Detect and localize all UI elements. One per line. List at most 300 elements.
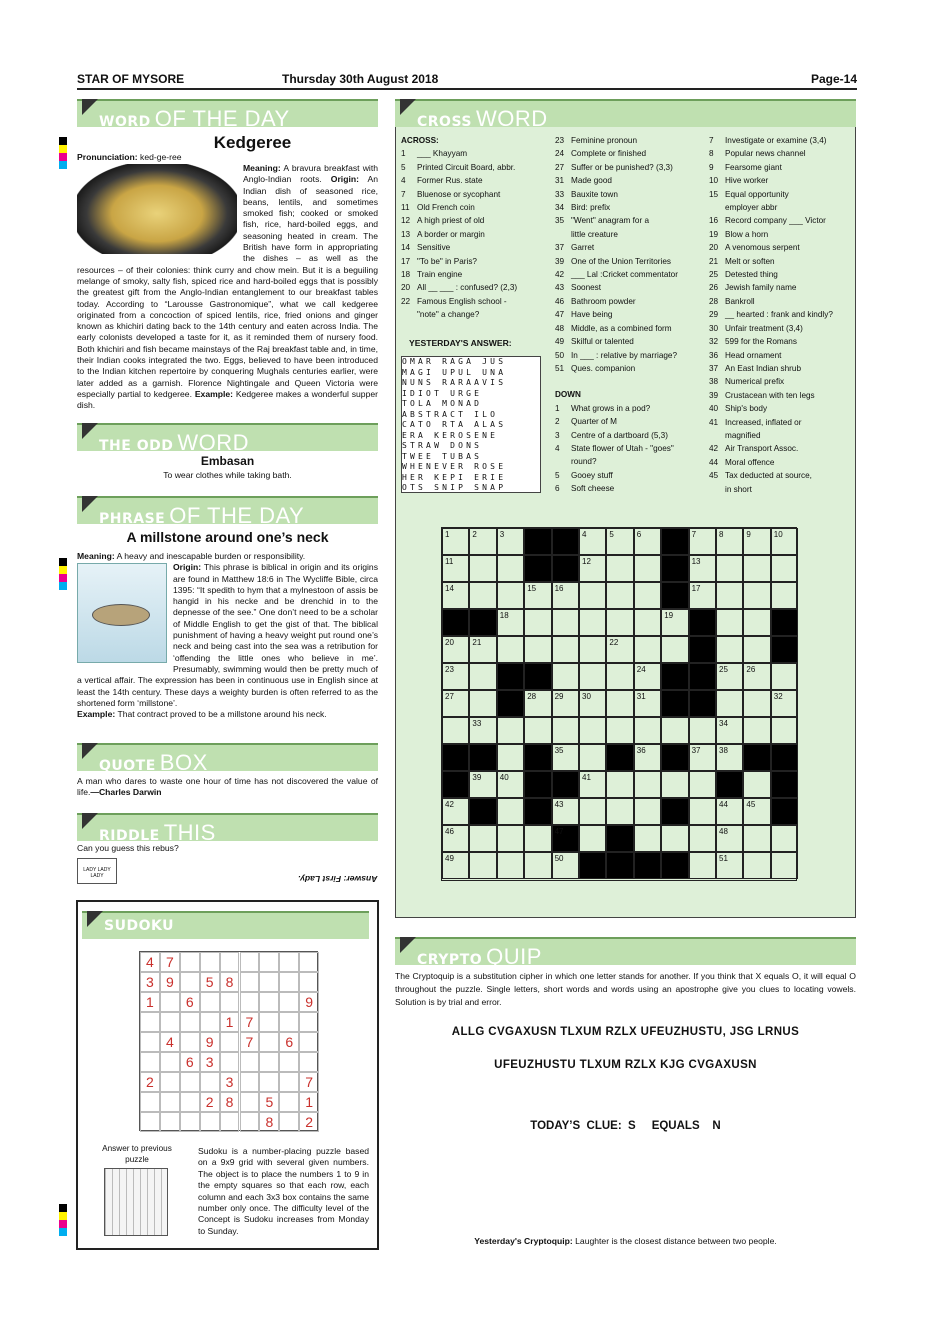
grid-cell[interactable] — [634, 771, 661, 798]
grid-cell[interactable] — [634, 825, 661, 852]
clue-item — [555, 402, 705, 415]
sudoku-cell[interactable] — [200, 992, 220, 1012]
grid-cell[interactable] — [469, 825, 496, 852]
grid-cell[interactable] — [552, 609, 579, 636]
sudoku-cell[interactable] — [180, 952, 200, 972]
grid-cell[interactable] — [634, 555, 661, 582]
word-title: Kedgeree — [213, 133, 292, 152]
grid-cell[interactable] — [743, 609, 770, 636]
clue-item — [709, 416, 854, 429]
grid-cell[interactable] — [497, 852, 524, 879]
grid-cell[interactable] — [606, 582, 633, 609]
grid-cell[interactable] — [716, 717, 743, 744]
sudoku-cell[interactable] — [259, 992, 279, 1012]
grid-cell[interactable] — [743, 825, 770, 852]
grid-cell[interactable] — [469, 555, 496, 582]
clue-item — [401, 241, 551, 254]
clue-text: Hive worker — [725, 176, 769, 186]
grid-cell[interactable] — [689, 744, 716, 771]
grid-cell[interactable] — [689, 555, 716, 582]
grid-cell[interactable] — [634, 744, 661, 771]
sudoku-cell[interactable]: 7 — [240, 1012, 260, 1032]
sudoku-cell[interactable]: 3 — [200, 1052, 220, 1072]
clue-number: 3 — [555, 430, 560, 440]
grid-cell[interactable] — [579, 609, 606, 636]
sudoku-cell[interactable]: 5 — [200, 972, 220, 992]
grid-cell[interactable] — [743, 717, 770, 744]
grid-cell[interactable] — [469, 636, 496, 663]
grid-cell[interactable] — [579, 582, 606, 609]
clue-item — [709, 147, 854, 160]
clue-text: employer abbr — [725, 203, 778, 213]
grid-cell — [579, 852, 606, 879]
grid-cell — [606, 744, 633, 771]
grid-cell[interactable] — [579, 663, 606, 690]
grid-cell[interactable] — [552, 798, 579, 825]
sudoku-cell[interactable]: 6 — [279, 1032, 299, 1052]
grid-cell[interactable] — [469, 717, 496, 744]
clue-item — [709, 429, 854, 442]
grid-cell[interactable] — [661, 609, 688, 636]
grid-cell[interactable] — [634, 582, 661, 609]
grid-cell[interactable] — [716, 825, 743, 852]
sudoku-cell[interactable]: 7 — [240, 1032, 260, 1052]
grid-cell[interactable] — [743, 582, 770, 609]
clue-item — [709, 295, 854, 308]
grid-cell[interactable] — [579, 690, 606, 717]
sudoku-cell[interactable] — [220, 1112, 240, 1132]
grid-cell[interactable] — [771, 555, 798, 582]
word-body: Meaning: A bravura breakfast with Anglo-Indian roots. Origin: An Indian dish of seasoned rice, beans, lentils, and sometimes smoked fish; cooked or smoked fish, rice, hard-boiled eggs, and seasoning heated in cream. The British have form in appropriating the dishes – as well as the resources – of their colonies: think curry and chow mein. But it is a beguiling melange of smoky, salty fish, spiced rice and hard-boiled eggs that is possibly the greatest gift from the Anglo-Indian entanglement to our breakfast tables today. According to “Larousse Gastronomique”, what we call kedgeree originated from a concoction of spiced lentils, rice, fried onions and ginger known as khichiri dating back to the 14th century and eaten across India. The early colonists developed a taste for it, as it reminded them of nursery food. Both khichiri and fish became mainstays of the Raj breakfast table and, in time, their Indian cooks integrated the two. Eggs, believed to have been introduced to the Indian kitchen repertoire by conquering Mughals centuries earlier, were later added as a garnish. Florence Nightingale and Queen Victoria were especially partial to kedgeree. Example: Kedgeree makes a wonderful supper dish. — [77, 163, 379, 411]
sudoku-cell[interactable] — [279, 1072, 299, 1092]
grid-cell[interactable] — [469, 771, 496, 798]
grid-cell[interactable] — [606, 528, 633, 555]
clue-text: Melt or soften — [725, 256, 775, 266]
grid-cell[interactable] — [497, 744, 524, 771]
sudoku-cell[interactable] — [220, 952, 240, 972]
clue-item — [555, 268, 705, 281]
grid-cell[interactable] — [771, 825, 798, 852]
grid-cell[interactable] — [606, 690, 633, 717]
clue-text: Skilful or talented — [571, 337, 634, 347]
grid-cell[interactable] — [716, 744, 743, 771]
grid-cell[interactable] — [743, 528, 770, 555]
sudoku-cell[interactable]: 3 — [140, 972, 160, 992]
clue-item — [555, 429, 705, 442]
grid-cell[interactable] — [661, 636, 688, 663]
grid-cell[interactable] — [716, 798, 743, 825]
sudoku-cell[interactable] — [160, 992, 180, 1012]
clue-number: 28 — [709, 296, 719, 306]
grid-cell[interactable] — [634, 798, 661, 825]
answer-row: TWEE TUBAS — [402, 451, 483, 461]
clue-text: in short — [725, 484, 752, 494]
sudoku-cell[interactable] — [140, 1092, 160, 1112]
crossword-band: CROSS WORD — [395, 99, 856, 127]
sudoku-cell[interactable] — [240, 1072, 260, 1092]
sudoku-cell[interactable] — [299, 1012, 319, 1032]
sudoku-cell[interactable] — [259, 972, 279, 992]
clue-number: 46 — [555, 296, 565, 306]
grid-cell[interactable] — [606, 717, 633, 744]
sudoku-cell[interactable]: 1 — [299, 1092, 319, 1112]
grid-cell[interactable] — [524, 609, 551, 636]
grid-cell[interactable] — [497, 609, 524, 636]
sudoku-cell[interactable] — [259, 1072, 279, 1092]
sudoku-cell[interactable] — [180, 1072, 200, 1092]
grid-cell[interactable] — [579, 555, 606, 582]
sudoku-cell[interactable] — [180, 1012, 200, 1032]
clue-item — [709, 442, 854, 455]
grid-cell[interactable] — [743, 690, 770, 717]
grid-cell[interactable] — [606, 798, 633, 825]
grid-cell[interactable] — [524, 636, 551, 663]
grid-cell[interactable] — [497, 582, 524, 609]
sudoku-cell[interactable] — [160, 1072, 180, 1092]
grid-cell[interactable] — [552, 663, 579, 690]
sudoku-cell[interactable] — [299, 952, 319, 972]
grid-cell — [497, 663, 524, 690]
clue-text: A venomous serpent — [725, 243, 800, 253]
sudoku-cell[interactable] — [259, 1012, 279, 1032]
clue-number: 14 — [401, 243, 411, 253]
sudoku-cell[interactable]: 5 — [259, 1092, 279, 1112]
grid-cell — [689, 690, 716, 717]
cell-number: 20 — [445, 638, 454, 647]
sudoku-cell[interactable] — [299, 1032, 319, 1052]
cell-number: 43 — [554, 800, 564, 809]
grid-cell — [771, 798, 798, 825]
grid-cell[interactable] — [469, 852, 496, 879]
clue-number: 19 — [709, 229, 719, 239]
clue-text: Centre of a dartboard (5,3) — [571, 430, 668, 440]
sudoku-cell[interactable] — [180, 1032, 200, 1052]
grid-cell[interactable] — [689, 771, 716, 798]
cell-number: 15 — [527, 584, 537, 593]
clue-item — [555, 322, 705, 335]
sudoku-cell[interactable] — [259, 1052, 279, 1072]
grid-cell[interactable] — [579, 744, 606, 771]
grid-cell[interactable] — [442, 717, 469, 744]
grid-cell[interactable] — [634, 609, 661, 636]
sudoku-cell[interactable]: 8 — [220, 972, 240, 992]
clue-item — [555, 349, 705, 362]
grid-cell[interactable] — [716, 528, 743, 555]
rebus-image: LADY LADY LADY — [77, 858, 117, 884]
grid-cell[interactable] — [743, 798, 770, 825]
sudoku-cell[interactable] — [299, 1052, 319, 1072]
grid-cell[interactable] — [771, 663, 798, 690]
grid-cell[interactable] — [716, 663, 743, 690]
sudoku-cell[interactable] — [279, 952, 299, 972]
sudoku-cell[interactable] — [240, 992, 260, 1012]
clue-text: Ship's body — [725, 404, 768, 414]
grid-cell[interactable] — [442, 690, 469, 717]
clue-text: Tax deducted at source, — [725, 471, 812, 481]
sudoku-cell[interactable] — [160, 1052, 180, 1072]
grid-cell[interactable] — [469, 663, 496, 690]
clue-number: 9 — [709, 162, 714, 172]
clue-number: 13 — [401, 229, 411, 239]
grid-cell[interactable] — [716, 636, 743, 663]
clue-item — [555, 174, 705, 187]
sudoku-cell[interactable] — [279, 1092, 299, 1112]
sudoku-cell[interactable]: 2 — [299, 1112, 319, 1132]
clue-item — [555, 442, 705, 455]
grid-cell[interactable] — [606, 609, 633, 636]
sudoku-cell[interactable] — [140, 1012, 160, 1032]
sudoku-cell[interactable] — [200, 952, 220, 972]
grid-cell[interactable] — [743, 555, 770, 582]
clue-item — [555, 255, 705, 268]
clue-text: Moral offence — [725, 457, 775, 467]
sudoku-cell[interactable]: 3 — [220, 1072, 240, 1092]
sudoku-cell[interactable]: 8 — [259, 1112, 279, 1132]
grid-cell[interactable] — [606, 663, 633, 690]
grid-cell[interactable] — [442, 798, 469, 825]
grid-cell[interactable] — [771, 852, 798, 879]
cryptoquip-clue: TODAY’S CLUE: S EQUALS N — [530, 1120, 721, 1132]
grid-cell[interactable] — [743, 771, 770, 798]
grid-cell[interactable] — [716, 582, 743, 609]
clue-text: Numerical prefix — [725, 377, 785, 387]
grid-cell[interactable] — [552, 690, 579, 717]
clue-text: Former Rus. state — [417, 176, 483, 186]
grid-cell[interactable] — [661, 771, 688, 798]
phrase-body: Meaning: A heavy and inescapable burden or responsibility. Origin: This phrase is biblical in origin and its origins are found in Matthew 18:6 in The Wycliffe Bible, circa 1395: “It spedith to hym that a mylnestoon of assis be hangid in his necke and be drenchid in to the depnesse of the see.” One don’t need to be a scholar of Middle English to get the gist of that. The biblical punishment of having a heavy weight put round one’s neck and being cast into the sea was a retribution for ‘offending the little ones who believe in me’. Presumably, swimming would then be pretty much of a vertical affair. The expression has been in continuous use in English since at least the 14th century. These days a weighty burden is often referred to as the shortened form ‘millstone’. Example: That contract proved to be a millstone around his neck. — [77, 551, 378, 720]
clue-text: An East Indian shrub — [725, 363, 802, 373]
sudoku-cell[interactable] — [279, 972, 299, 992]
clue-item — [555, 362, 705, 375]
grid-cell[interactable] — [442, 555, 469, 582]
grid-cell[interactable] — [634, 528, 661, 555]
grid-cell[interactable] — [524, 852, 551, 879]
sudoku-cell[interactable] — [160, 1112, 180, 1132]
sudoku-cell[interactable] — [279, 1112, 299, 1132]
sudoku-cell[interactable]: 2 — [200, 1092, 220, 1112]
cell-number: 48 — [719, 827, 728, 836]
sudoku-cell[interactable]: 4 — [140, 952, 160, 972]
clue-number: 33 — [555, 189, 565, 199]
grid-cell[interactable] — [606, 636, 633, 663]
grid-cell[interactable] — [743, 663, 770, 690]
clue-number: 40 — [709, 404, 719, 414]
sudoku-cell[interactable] — [259, 1032, 279, 1052]
sudoku-cell[interactable]: 4 — [160, 1032, 180, 1052]
sudoku-cell[interactable] — [299, 972, 319, 992]
cell-number: 50 — [554, 854, 564, 863]
cell-number: 17 — [691, 584, 701, 593]
grid-cell[interactable] — [606, 771, 633, 798]
grid-cell[interactable] — [771, 528, 798, 555]
sudoku-cell[interactable] — [259, 952, 279, 972]
crossword-grid[interactable] — [441, 527, 797, 881]
clue-item — [709, 469, 854, 482]
phrase-title: A millstone around one’s neck — [126, 529, 329, 545]
grid-cell[interactable] — [497, 717, 524, 744]
grid-cell[interactable] — [634, 636, 661, 663]
grid-cell[interactable] — [743, 852, 770, 879]
sudoku-cell[interactable] — [240, 1112, 260, 1132]
clue-item — [709, 362, 854, 375]
sudoku-cell[interactable] — [180, 972, 200, 992]
clue-text: round? — [571, 457, 597, 467]
grid-cell[interactable] — [524, 825, 551, 852]
sudoku-cell[interactable]: 1 — [140, 992, 160, 1012]
grid-cell[interactable] — [579, 528, 606, 555]
sudoku-cell[interactable] — [240, 952, 260, 972]
sudoku-cell[interactable] — [180, 1112, 200, 1132]
grid-cell[interactable] — [442, 825, 469, 852]
grid-cell[interactable] — [579, 636, 606, 663]
clue-text: Bluenose or sycophant — [417, 189, 501, 199]
clue-number: 20 — [709, 243, 719, 253]
sudoku-cell[interactable] — [200, 1112, 220, 1132]
clue-number: 5 — [401, 162, 406, 172]
sudoku-cell[interactable] — [180, 1092, 200, 1112]
cell-number: 33 — [472, 719, 482, 728]
clue-number: 47 — [555, 310, 565, 320]
sudoku-cell[interactable] — [220, 1052, 240, 1072]
grid-cell — [469, 609, 496, 636]
grid-cell[interactable] — [579, 825, 606, 852]
clue-item — [555, 455, 705, 468]
sudoku-cell[interactable]: 9 — [160, 972, 180, 992]
grid-cell[interactable] — [743, 636, 770, 663]
clue-item — [709, 268, 854, 281]
grid-cell[interactable] — [634, 690, 661, 717]
grid-cell[interactable] — [497, 555, 524, 582]
sudoku-cell[interactable]: 1 — [220, 1012, 240, 1032]
clue-text: Old French coin — [417, 203, 475, 213]
grid-cell[interactable] — [689, 825, 716, 852]
grid-cell[interactable] — [689, 852, 716, 879]
clue-number: 8 — [709, 149, 714, 159]
grid-cell[interactable] — [469, 528, 496, 555]
clue-text: Increased, inflated or — [725, 417, 802, 427]
sudoku-grid[interactable] — [139, 951, 318, 1131]
grid-cell[interactable] — [689, 528, 716, 555]
grid-cell[interactable] — [716, 852, 743, 879]
grid-cell[interactable] — [552, 636, 579, 663]
clue-number: 48 — [555, 323, 565, 333]
grid-cell[interactable] — [469, 582, 496, 609]
sudoku-cell[interactable] — [279, 1012, 299, 1032]
grid-cell[interactable] — [552, 744, 579, 771]
sudoku-cell[interactable]: 8 — [220, 1092, 240, 1112]
cell-number: 5 — [609, 530, 614, 539]
yesterday-cryptoquip: Yesterday's Cryptoquip: Laughter is the closest distance between two people. — [474, 1236, 777, 1246]
grid-cell[interactable] — [716, 609, 743, 636]
grid-cell[interactable] — [442, 528, 469, 555]
sudoku-cell[interactable] — [140, 1052, 160, 1072]
sudoku-cell[interactable] — [160, 1092, 180, 1112]
grid-cell[interactable] — [606, 555, 633, 582]
grid-cell[interactable] — [442, 636, 469, 663]
grid-cell[interactable] — [442, 852, 469, 879]
grid-cell[interactable] — [552, 717, 579, 744]
grid-cell[interactable] — [771, 582, 798, 609]
clue-number: 38 — [709, 377, 719, 387]
grid-cell[interactable] — [442, 663, 469, 690]
grid-cell[interactable] — [497, 771, 524, 798]
grid-cell[interactable] — [579, 798, 606, 825]
grid-cell[interactable] — [524, 690, 551, 717]
grid-cell[interactable] — [771, 717, 798, 744]
grid-cell[interactable] — [497, 636, 524, 663]
grid-cell[interactable] — [579, 771, 606, 798]
sudoku-cell[interactable] — [279, 1052, 299, 1072]
clue-number: 39 — [709, 390, 719, 400]
sudoku-cell[interactable]: 9 — [200, 1032, 220, 1052]
grid-cell[interactable] — [771, 690, 798, 717]
clue-text: All __ ___ : confused? (2,3) — [417, 283, 518, 293]
grid-cell[interactable] — [689, 798, 716, 825]
grid-cell[interactable] — [661, 825, 688, 852]
grid-cell[interactable] — [661, 717, 688, 744]
grid-cell — [497, 690, 524, 717]
sudoku-cell[interactable]: 2 — [140, 1072, 160, 1092]
sudoku-cell[interactable] — [240, 1052, 260, 1072]
grid-cell — [689, 636, 716, 663]
sudoku-cell[interactable] — [200, 1012, 220, 1032]
grid-cell[interactable] — [716, 555, 743, 582]
clue-text: Detested thing — [725, 270, 778, 280]
sudoku-cell[interactable] — [200, 1072, 220, 1092]
sudoku-cell[interactable]: 7 — [160, 952, 180, 972]
clue-text: Suffer or be punished? (3,3) — [571, 162, 673, 172]
grid-cell[interactable] — [634, 663, 661, 690]
grid-cell[interactable] — [689, 582, 716, 609]
cell-number: 14 — [445, 584, 454, 593]
grid-cell[interactable] — [469, 690, 496, 717]
sudoku-cell[interactable] — [160, 1012, 180, 1032]
sudoku-cell[interactable]: 6 — [180, 1052, 200, 1072]
grid-cell[interactable] — [716, 690, 743, 717]
clue-item — [709, 161, 854, 174]
grid-cell[interactable] — [552, 582, 579, 609]
sudoku-cell[interactable]: 6 — [180, 992, 200, 1012]
sudoku-cell[interactable]: 9 — [299, 992, 319, 1012]
issue-date: Thursday 30th August 2018 — [282, 72, 439, 86]
cell-number: 35 — [554, 746, 564, 755]
sudoku-cell[interactable] — [140, 1112, 160, 1132]
grid-cell[interactable] — [579, 717, 606, 744]
grid-cell[interactable] — [497, 798, 524, 825]
clue-number: 27 — [555, 162, 565, 172]
sudoku-cell[interactable] — [220, 992, 240, 1012]
riddle-answer: Answer: First Lady. — [298, 874, 378, 884]
grid-cell[interactable] — [524, 717, 551, 744]
clue-item — [401, 214, 551, 227]
grid-cell[interactable] — [689, 717, 716, 744]
sudoku-cell[interactable] — [140, 1032, 160, 1052]
cell-number: 18 — [499, 611, 509, 620]
grid-cell[interactable] — [524, 582, 551, 609]
sudoku-cell[interactable] — [279, 992, 299, 1012]
sudoku-cell[interactable]: 7 — [299, 1072, 319, 1092]
clue-number: 24 — [555, 149, 565, 159]
sudoku-cell[interactable] — [240, 1092, 260, 1112]
sudoku-cell[interactable] — [240, 972, 260, 992]
grid-cell[interactable] — [634, 717, 661, 744]
cell-number: 41 — [582, 773, 591, 782]
grid-cell[interactable] — [497, 528, 524, 555]
grid-cell[interactable] — [497, 825, 524, 852]
grid-cell[interactable] — [442, 582, 469, 609]
grid-cell[interactable] — [552, 852, 579, 879]
sudoku-cell[interactable] — [220, 1032, 240, 1052]
